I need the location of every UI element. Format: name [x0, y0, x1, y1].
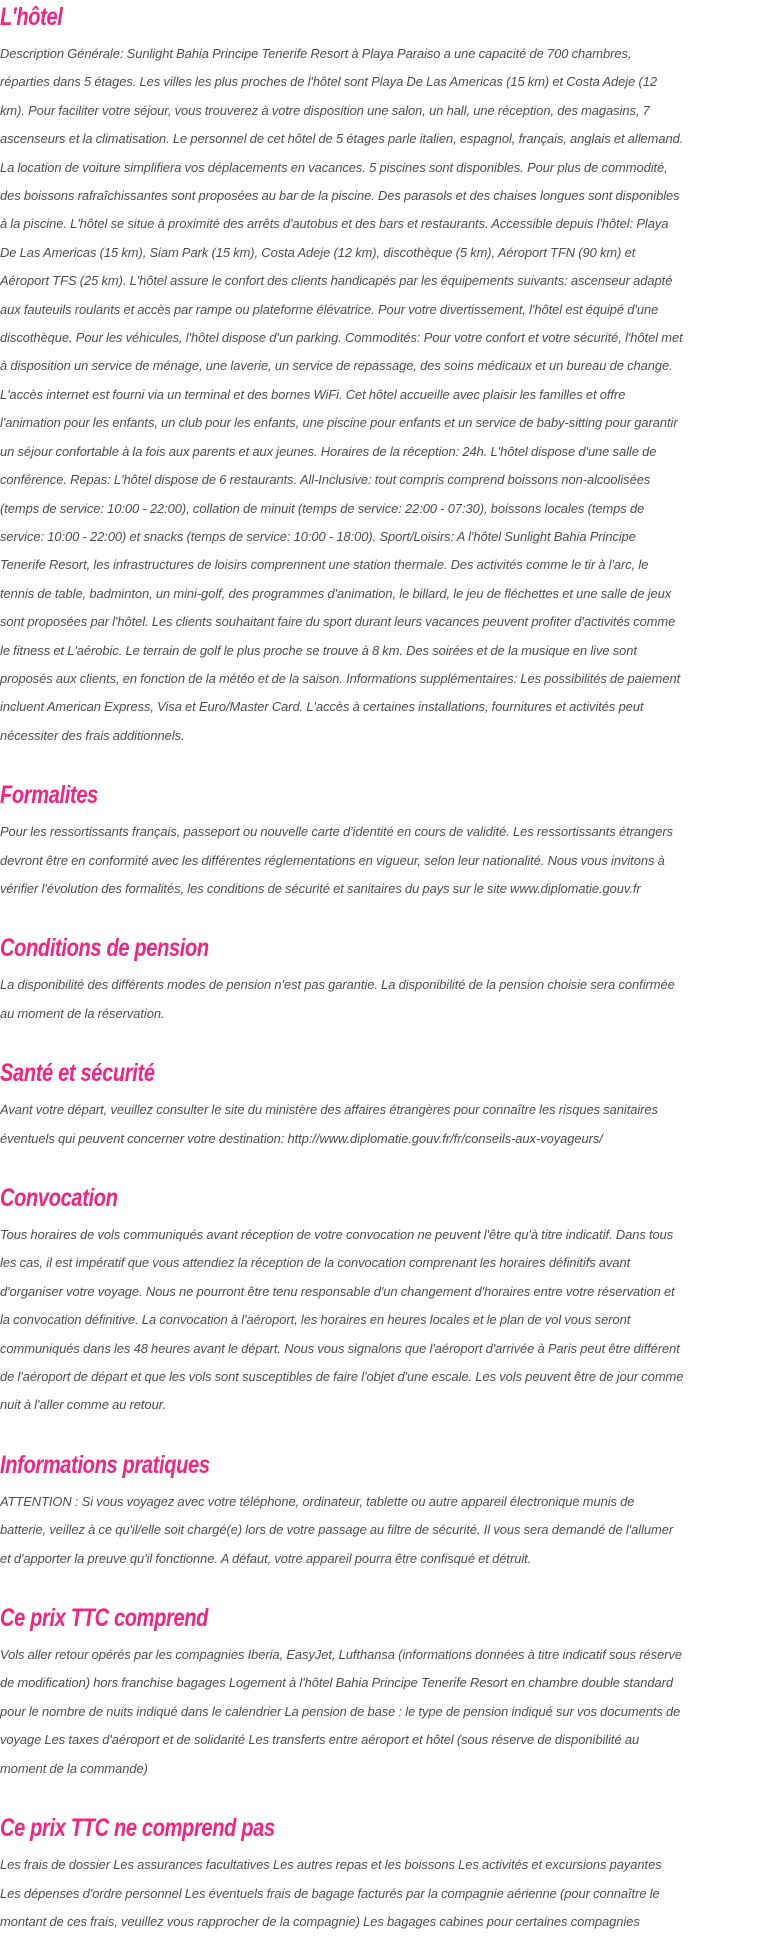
section-title-wrap [0, 933, 758, 965]
section-heading-sante-et-securite: Santé et sécurité [0, 1059, 155, 1088]
hotel-description-page [0, 2, 758, 1948]
section-body-conditions-de-pension: La disponibilité des différents modes de pension n'est pas garantie. La disponibilité de la pension choisie sera confirmée au moment de la réservation. [0, 977, 675, 1021]
section-title-wrap [0, 1183, 758, 1215]
section-heading-formalites: Formalites [0, 781, 98, 810]
section-heading-informations-pratiques: Informations pratiques [0, 1450, 210, 1479]
section-title-wrap [0, 1813, 758, 1845]
section-body-formalites: Pour les ressortissants français, passeport ou nouvelle carte d'identité en cours de validité. Les ressortissants étrangers devront être en conformité avec les différentes réglementations en vigueur, selon leur nationalité. Nous vous invitons à vérifier l'évolution des formalités, les conditions de sécurité et sanitaires du pays sur le site www.diplomatie.gouv.fr [0, 824, 674, 896]
section-body-sante-et-securite: Avant votre départ, veuillez consulter le site du ministère des affaires étrangères pour connaître les risques sanitaires éventuels qui peuvent concerner votre destination: http://www.diplomatie.gouv.fr/fr/conseils-aux-voyageurs/ [0, 1102, 658, 1146]
section-sante-et-securite [0, 1058, 758, 1153]
section-body-hotel: Description Générale: Sunlight Bahia Principe Tenerife Resort à Playa Paraiso a une capacité de 700 chambres, réparties dans 5 étages. Les villes les plus proches de l'hôtel sont Playa De Las Americas (15 km) et Costa Adeje (12 km). Pour faciliter votre séjour, vous trouverez à votre disposition une salon, un hall, une réception, des magasins, 7 ascenseurs et la climatisation. Le personnel de cet hôtel de 5 étages parle italien, espagnol, français, anglais et allemand. La location de voiture simplifiera vos déplacements en vacances. 5 piscines sont disponibles. Pour plus de commodité, des boissons rafraîchissantes sont proposées au bar de la piscine. Des parasols et des chaises longues sont disponibles à la piscine. L'hôtel se situe à proximité des arrêts d'autobus et des bars et restaurants. Accessible depuis l'hôtel: Playa De Las Americas (15 km), Siam Park (15 km), Costa Adeje (12 km), discothèque (5 km), Aéroport TFN (90 km) et Aéroport TFS (25 km). L'hôtel assure le confort des clients handicapés par les équipements suivants: ascenseur adapté aux fauteuils roulants et accès par rampe ou plateforme élévatrice. Pour votre divertissement, l'hôtel est équipé d'une discothèque. Pour les véhicules, l'hôtel dispose d'un parking. Commodités: Pour votre confort et votre sécurité, l'hôtel met à disposition un service de ménage, une laverie, un service de repassage, des soins médicaux et un bureau de change. L'accès internet est fourni via un terminal et des bornes WiFi. Cet hôtel accueille avec plaisir les familles et offre l'animation pour les enfants, un club pour les enfants, une piscine pour enfants et un service de baby-sitting pour garantir un séjour confortable à la fois aux parents et aux jeunes. Horaires de la réception: 24h. L'hôtel dispose d'une salle de conférence. Repas: L'hôtel dispose de 6 restaurants. All-Inclusive: tout compris comprend boissons non-alcoolisées (temps de service: 10:00 - 22:00), collation de minuit (temps de service: 22:00 - 07:30), boissons locales (temps de service: 10:00 - 22:00) et snacks (temps de service: 10:00 - 18:00). Sport/Loisirs: A l'hôtel Sunlight Bahia Principe Tenerife Resort, les infrastructures de loisirs comprennent une station thermale. Des activités comme le tir à l'arc, le tennis de table, badminton, un mini-golf, des programmes d'animation, le billard, le jeu de fléchettes et une salle de jeux sont proposées par l'hôtel. Les clients souhaitant faire du sport durant leurs vacances peuvent profiter d'activités comme le fitness et L'aérobic. Le terrain de golf le plus proche se trouve à 8 km. Des soirées et de la musique en live sont proposés aux clients, en fonction de la météo et de la saison. Informations supplémentaires: Les possibilités de paiement incluent American Express, Visa et Euro/Master Card. L'accès à certaines installations, fournitures et activités peut nécessiter des frais additionnels. [0, 46, 684, 743]
section-title-wrap [0, 780, 758, 812]
section-ce-prix-ttc-comprend [0, 1603, 758, 1783]
section-title-wrap [0, 1058, 758, 1090]
section-heading-conditions-de-pension: Conditions de pension [0, 934, 209, 963]
page-title: L'hôtel [0, 3, 63, 31]
section-formalites [0, 780, 758, 903]
section-heading-ce-prix-ttc-comprend: Ce prix TTC comprend [0, 1604, 209, 1633]
section-convocation [0, 1183, 758, 1420]
section-heading-convocation: Convocation [0, 1184, 118, 1212]
section-ce-prix-ttc-ne-comprend-pas [0, 1813, 758, 1936]
section-title-wrap [0, 1450, 758, 1482]
section-title-wrap [0, 1603, 758, 1635]
section-hotel [0, 2, 758, 750]
section-conditions-de-pension [0, 933, 758, 1028]
section-body-ce-prix-ttc-ne-comprend-pas: Les frais de dossier Les assurances facultatives Les autres repas et les boissons Les activités et excursions payantes Les dépenses d'ordre personnel Les éventuels frais de bagage facturés par la compagnie aérienne (pour connaître le montant de ces frais, veuillez vous rapprocher de la compagnie) Les bagages cabines pour certaines compagnies [0, 1857, 662, 1929]
section-body-convocation: Tous horaires de vols communiqués avant réception de votre convocation ne peuvent l'être qu'à titre indicatif. Dans tous les cas, il est impératif que vous attendiez la réception de la convocation comprenant les horaires définitifs avant d'organiser votre voyage. Nous ne pourront être tenu responsable d'un changement d'horaires entre votre réservation et la convocation définitive. La convocation à l'aéroport, les horaires en heures locales et le plan de vol vous seront communiqués dans les 48 heures avant le départ. Nous vous signalons que l'aéroport d'arrivée à Paris peut être différent de l'aéroport de départ et que les vols sont susceptibles de faire l'objet d'une escale. Les vols peuvent être de jour comme nuit à l'aller comme au retour. [0, 1227, 684, 1413]
section-title-wrap [0, 2, 758, 34]
section-heading-ce-prix-ttc-ne-comprend-pas: Ce prix TTC ne comprend pas [0, 1814, 275, 1843]
section-informations-pratiques [0, 1450, 758, 1573]
section-body-ce-prix-ttc-comprend: Vols aller retour opérés par les compagnies Iberia, EasyJet, Lufthansa (informations données à titre indicatif sous réserve de modification) hors franchise bagages Logement à l'hôtel Bahia Principe Tenerife Resort en chambre double standard pour le nombre de nuits indiqué dans le calendrier La pension de base : le type de pension indiqué sur vos documents de voyage Les taxes d'aéroport et de solidarité Les transferts entre aéroport et hôtel (sous réserve de disponibilité au moment de la commande) [0, 1647, 682, 1776]
section-body-informations-pratiques: ATTENTION : Si vous voyagez avec votre téléphone, ordinateur, tablette ou autre appareil électronique munis de batterie, veillez à ce qu'il/elle soit chargé(e) lors de votre passage au filtre de sécurité. Il vous sera demandé de l'allumer et d'apporter la preuve qu'il fonctionne. A défaut, votre appareil pourra être confisqué et détruit. [0, 1493, 674, 1566]
